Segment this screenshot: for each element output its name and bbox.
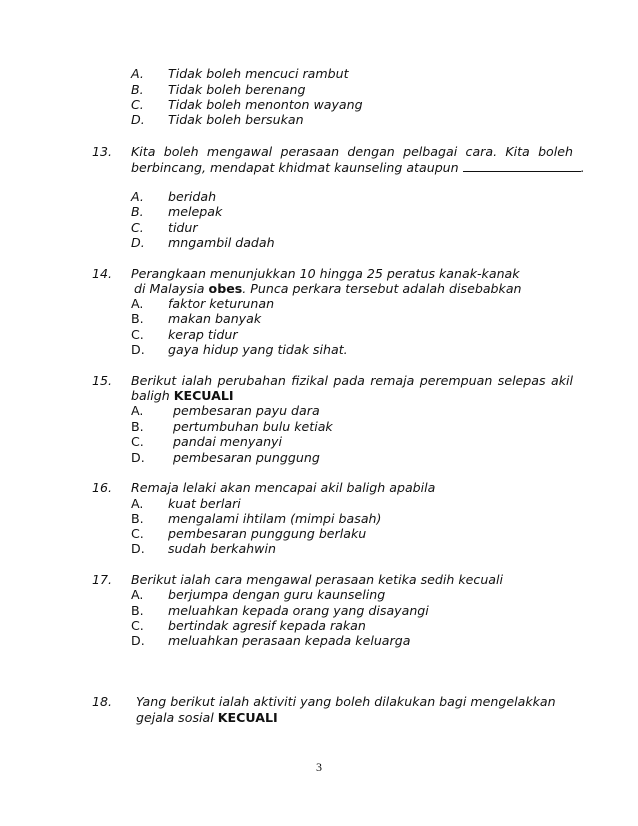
question-stem-text: . Punca perkara tersebut adalah disebabkan bbox=[242, 281, 522, 296]
option-text: kerap tidur bbox=[168, 327, 238, 342]
question-number: 15. bbox=[92, 373, 113, 388]
emphasis-term: KECUALI bbox=[173, 388, 234, 403]
question-number: 17. bbox=[92, 572, 113, 587]
option-text: sudah berkahwin bbox=[168, 541, 276, 556]
option-text: Tidak boleh menonton wayang bbox=[168, 97, 363, 112]
question-stem-end: . bbox=[580, 160, 585, 175]
option-letter: D. bbox=[131, 112, 145, 127]
option-letter: B. bbox=[131, 603, 144, 618]
answer-blank bbox=[463, 160, 581, 172]
option-text: gaya hidup yang tidak sihat. bbox=[168, 342, 348, 357]
option-letter: B. bbox=[131, 82, 144, 97]
question-number: 14. bbox=[92, 266, 113, 281]
option-text: faktor keturunan bbox=[168, 296, 275, 311]
option-letter: C. bbox=[131, 526, 144, 541]
option-text: pertumbuhan bulu ketiak bbox=[173, 419, 333, 434]
question-stem-line bbox=[131, 160, 585, 176]
question-stem-line: Berikut ialah cara mengawal perasaan ketika sedih kecuali bbox=[131, 572, 504, 587]
option-text: pembesaran punggung bbox=[173, 450, 320, 465]
option-letter: C. bbox=[131, 220, 144, 235]
option-letter: B. bbox=[131, 511, 144, 526]
option-text: mengalami ihtilam (mimpi basah) bbox=[168, 511, 382, 526]
option-text: mngambil dadah bbox=[168, 235, 275, 250]
question-stem-text: berbincang, mendapat khidmat kaunseling ataupun bbox=[131, 160, 459, 175]
option-text: kuat berlari bbox=[168, 496, 241, 511]
emphasis-term: obes bbox=[208, 281, 243, 296]
option-text: meluahkan perasaan kepada keluarga bbox=[168, 633, 411, 648]
option-text: pembesaran payu dara bbox=[173, 403, 320, 418]
question-stem-line: Perangkaan menunjukkan 10 hingga 25 peratus kanak-kanak bbox=[131, 266, 520, 281]
question-stem-text: di Malaysia bbox=[134, 281, 205, 296]
question-number: 18. bbox=[92, 694, 113, 709]
option-letter: A. bbox=[131, 66, 144, 81]
option-text: pembesaran punggung berlaku bbox=[168, 526, 367, 541]
option-text: Tidak boleh berenang bbox=[168, 82, 306, 97]
option-text: melepak bbox=[168, 204, 223, 219]
option-text: makan banyak bbox=[168, 311, 262, 326]
question-stem-text: baligh bbox=[131, 388, 170, 403]
option-text: Tidak boleh mencuci rambut bbox=[168, 66, 349, 81]
question-stem-line bbox=[134, 281, 522, 297]
option-letter: D. bbox=[131, 450, 145, 465]
option-letter: A. bbox=[131, 403, 144, 418]
emphasis-term: KECUALI bbox=[217, 710, 278, 725]
option-text: tidur bbox=[168, 220, 198, 235]
question-stem-line bbox=[131, 388, 234, 404]
question-number: 13. bbox=[92, 144, 113, 159]
option-letter: A. bbox=[131, 189, 144, 204]
question-stem-line: Berikut ialah perubahan fizikal pada remaja perempuan selepas akil bbox=[131, 373, 573, 388]
option-letter: A. bbox=[131, 296, 144, 311]
option-letter: B. bbox=[131, 311, 144, 326]
option-letter: C. bbox=[131, 618, 144, 633]
option-letter: B. bbox=[131, 419, 144, 434]
option-letter: D. bbox=[131, 633, 145, 648]
option-text: beridah bbox=[168, 189, 217, 204]
option-letter: D. bbox=[131, 342, 145, 357]
question-number: 16. bbox=[92, 480, 113, 495]
page-number: 3 bbox=[316, 760, 322, 774]
option-text: berjumpa dengan guru kaunseling bbox=[168, 587, 386, 602]
question-stem-text: gejala sosial bbox=[136, 710, 214, 725]
option-letter: A. bbox=[131, 496, 144, 511]
question-stem-line bbox=[136, 710, 278, 726]
option-text: pandai menyanyi bbox=[173, 434, 283, 449]
option-text: Tidak boleh bersukan bbox=[168, 112, 304, 127]
question-stem-line: Remaja lelaki akan mencapai akil baligh apabila bbox=[131, 480, 436, 495]
option-text: meluahkan kepada orang yang disayangi bbox=[168, 603, 429, 618]
option-letter: D. bbox=[131, 541, 145, 556]
option-letter: A. bbox=[131, 587, 144, 602]
option-letter: D. bbox=[131, 235, 145, 250]
question-stem-line: Kita boleh mengawal perasaan dengan pelbagai cara. Kita boleh bbox=[131, 144, 573, 159]
question-stem-line: Yang berikut ialah aktiviti yang boleh dilakukan bagi mengelakkan bbox=[136, 694, 556, 709]
option-letter: B. bbox=[131, 204, 144, 219]
option-text: bertindak agresif kepada rakan bbox=[168, 618, 366, 633]
option-letter: C. bbox=[131, 97, 144, 112]
option-letter: C. bbox=[131, 327, 144, 342]
option-letter: C. bbox=[131, 434, 144, 449]
